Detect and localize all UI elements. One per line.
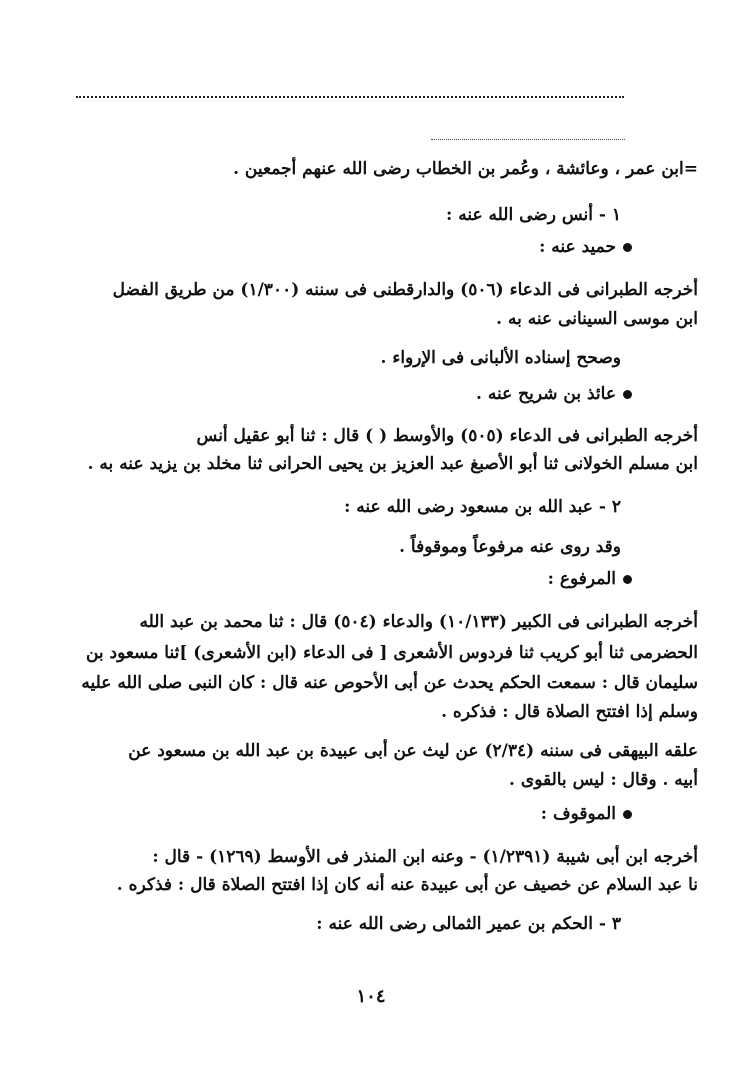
section-heading: ١ - أنس رضى الله عنه : xyxy=(446,205,621,225)
text-line: أخرجه الطبرانى فى الكبير (١٠/١٣٣) والدعاء (٥٠٤) قال : ثنا محمد بن عبد الله xyxy=(139,612,698,632)
bullet-icon xyxy=(623,810,632,819)
text-line: علقه البيهقى فى سننه (٢/٣٤) عن ليث عن أبى عبيدة بن عبد الله بن مسعود عن xyxy=(128,741,698,761)
bullet-item xyxy=(541,802,632,826)
section-heading: ٢ - عبد الله بن مسعود رضى الله عنه : xyxy=(344,497,621,517)
text-line: ابن موسى السينانى عنه به . xyxy=(496,309,698,329)
page-number: ١٠٤ xyxy=(356,986,386,1007)
text-line: أخرجه ابن أبى شيبة (١/٢٣٩١) - وعنه ابن المنذر فى الأوسط (١٢٦٩) - قال : xyxy=(152,847,698,867)
text-line: ابن مسلم الخولانى ثنا أبو الأصبغ عبد العزيز بن يحيى الحرانى ثنا مخلد بن يزيد عنه به . xyxy=(87,454,698,474)
bullet-text: عائذ بن شريح عنه . xyxy=(476,384,616,404)
bullet-text: الموقوف : xyxy=(540,804,616,824)
bullet-item xyxy=(539,235,632,259)
bullet-text: المرفوع : xyxy=(547,569,616,589)
text-line: وصحح إسناده الألبانى فى الإرواء . xyxy=(380,348,621,368)
bullet-item xyxy=(476,382,632,406)
text-line: الحضرمى ثنا أبو كريب ثنا فردوس الأشعرى [ فى الدعاء (ابن الأشعرى) ]ثنا مسعود بن xyxy=(85,643,698,663)
section-heading: ٣ - الحكم بن عمير الثمالى رضى الله عنه : xyxy=(316,914,621,934)
bullet-text: حميد عنه : xyxy=(539,237,616,257)
text-line: سليمان قال : سمعت الحكم يحدث عن أبى الأحوص عنه قال : كان النبى صلى الله عليه xyxy=(81,673,698,693)
top-dotted-rule xyxy=(76,96,624,98)
bullet-item xyxy=(548,567,632,591)
text-line: وقد روى عنه مرفوعاً وموقوفاً . xyxy=(399,537,621,557)
text-line: نا عبد السلام عن خصيف عن أبى عبيدة عنه أنه كان إذا افتتح الصلاة قال : فذكره . xyxy=(116,875,698,895)
text-line: أبيه . وقال : ليس بالقوى . xyxy=(509,770,698,790)
text-line: أخرجه الطبرانى فى الدعاء (٥٠٦) والدارقطنى فى سننه (١/٣٠٠) من طريق الفضل xyxy=(112,280,698,300)
bullet-icon xyxy=(623,390,632,399)
footnote-dotted-rule xyxy=(431,139,625,140)
text-line: وسلم إذا افتتح الصلاة قال : فذكره . xyxy=(441,702,698,722)
text-line: أخرجه الطبرانى فى الدعاء (٥٠٥) والأوسط ( ) قال : ثنا أبو عقيل أنس xyxy=(196,426,698,446)
text-line: =ابن عمر ، وعائشة ، وعُمر بن الخطاب رضى الله عنهم أجمعين . xyxy=(233,159,698,179)
bullet-icon xyxy=(623,575,632,584)
bullet-icon xyxy=(623,243,632,252)
